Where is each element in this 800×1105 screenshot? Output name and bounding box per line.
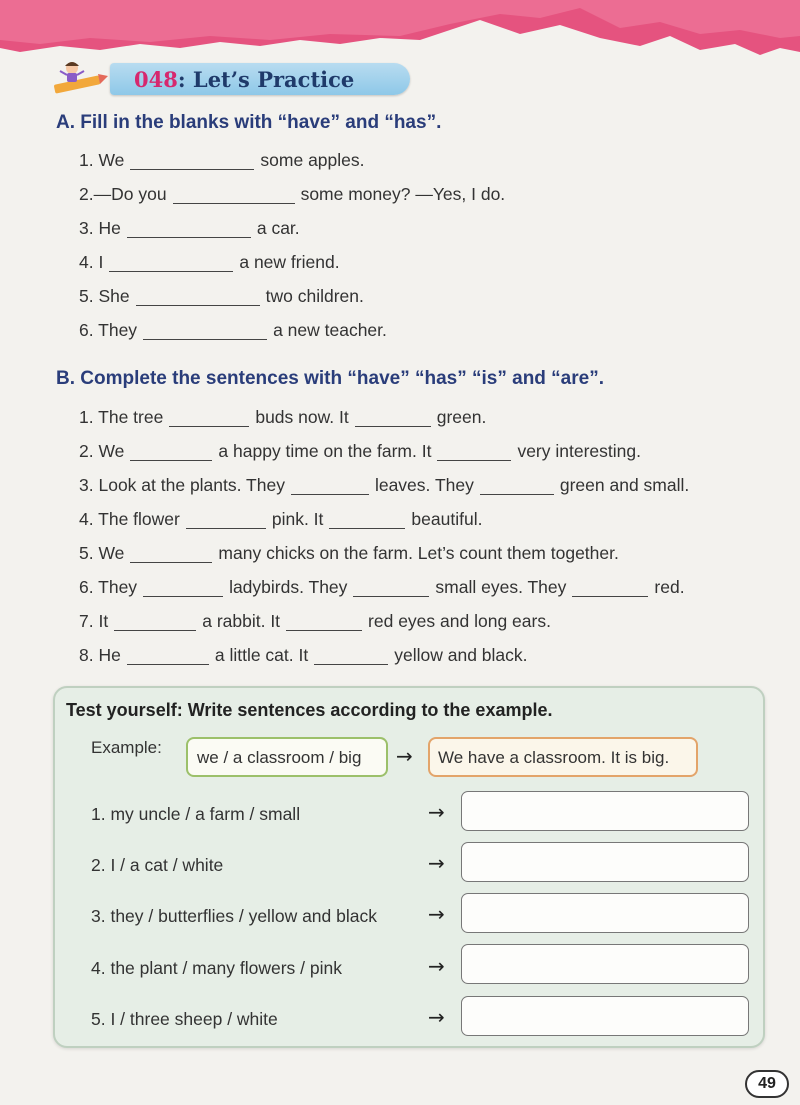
a-item-4: [79, 252, 340, 273]
item-text: The flower: [98, 509, 180, 529]
item-number: 1.: [79, 407, 94, 427]
item-text: yellow and black.: [394, 645, 528, 665]
test-heading: Test yourself: Write sentences according to the example.: [66, 700, 553, 720]
blank[interactable]: [329, 511, 405, 529]
kid-on-pencil-icon: [50, 58, 110, 98]
item-text: The tree: [98, 407, 164, 427]
arrow-right-icon: →: [396, 744, 413, 768]
item-number: 6.: [79, 577, 94, 597]
blank[interactable]: [114, 613, 196, 631]
item-text: very interesting.: [517, 441, 641, 461]
item-number: 3.: [79, 218, 94, 238]
item-number: 2.: [79, 441, 94, 461]
prompt-3: 3. they / butterflies / yellow and black: [91, 906, 377, 926]
section-a-heading: A. Fill in the blanks with “have” and “has”.: [56, 112, 442, 133]
answer-box-2[interactable]: [461, 842, 749, 882]
prompt-2: 2. I / a cat / white: [91, 855, 224, 875]
blank[interactable]: [314, 647, 388, 665]
blank[interactable]: [355, 409, 431, 427]
item-text: a car.: [256, 218, 300, 238]
item-text: She: [98, 286, 130, 306]
example-answer-box: We have a classroom. It is big.: [428, 737, 698, 777]
prompt-4: 4. the plant / many flowers / pink: [91, 958, 342, 978]
item-number: 4.: [79, 252, 94, 272]
page-number: 49: [745, 1070, 789, 1098]
blank[interactable]: [127, 647, 209, 665]
item-text: a little cat. It: [214, 645, 309, 665]
item-text: pink. It: [271, 509, 324, 529]
item-text: green and small.: [559, 475, 690, 495]
item-text: buds now. It: [255, 407, 349, 427]
blank[interactable]: [127, 220, 251, 238]
blank[interactable]: [143, 579, 223, 597]
blank[interactable]: [480, 477, 554, 495]
item-text: many chicks on the farm. Let’s count them together.: [218, 543, 619, 563]
header-band: [0, 0, 800, 60]
blank[interactable]: [353, 579, 429, 597]
item-text: a happy time on the farm. It: [218, 441, 432, 461]
blank[interactable]: [572, 579, 648, 597]
blank[interactable]: [143, 322, 267, 340]
blank[interactable]: [136, 288, 260, 306]
lesson-title: Let’s Practice: [192, 67, 355, 92]
prompt-5: 5. I / three sheep / white: [91, 1009, 278, 1029]
item-text: a new friend.: [239, 252, 340, 272]
item-text: He: [98, 645, 121, 665]
b-item-5: [79, 543, 619, 564]
b-item-4: [79, 509, 482, 530]
item-text: red.: [654, 577, 685, 597]
arrow-right-icon: →: [428, 800, 445, 824]
a-item-5: [79, 286, 364, 307]
answer-box-4[interactable]: [461, 944, 749, 984]
b-item-3: [79, 475, 689, 496]
item-number: 1.: [79, 150, 94, 170]
blank[interactable]: [130, 152, 254, 170]
b-item-6: [79, 577, 685, 598]
blank[interactable]: [130, 443, 212, 461]
title-separator: :: [177, 67, 186, 92]
arrow-right-icon: →: [428, 954, 445, 978]
arrow-right-icon: →: [428, 851, 445, 875]
item-text: We: [98, 441, 125, 461]
section-b-heading: B. Complete the sentences with “have” “has” “is” and “are”.: [56, 368, 604, 389]
blank[interactable]: [130, 545, 212, 563]
item-number: 7.: [79, 611, 94, 631]
item-text: small eyes. They: [435, 577, 567, 597]
a-item-1: [79, 150, 365, 171]
item-text: two children.: [265, 286, 364, 306]
blank[interactable]: [109, 254, 233, 272]
item-text: beautiful.: [411, 509, 483, 529]
answer-box-3[interactable]: [461, 893, 749, 933]
item-text: some apples.: [260, 150, 365, 170]
item-text: They: [98, 577, 138, 597]
item-text: It: [98, 611, 109, 631]
item-number: 3.: [79, 475, 94, 495]
a-item-6: [79, 320, 387, 341]
item-text: ladybirds. They: [229, 577, 348, 597]
blank[interactable]: [291, 477, 369, 495]
lesson-number: 048: [134, 67, 178, 92]
item-text: We: [98, 150, 125, 170]
blank[interactable]: [173, 186, 295, 204]
item-text: red eyes and long ears.: [368, 611, 551, 631]
item-text: a rabbit. It: [202, 611, 281, 631]
blank[interactable]: [169, 409, 249, 427]
item-number: 2.: [79, 184, 94, 204]
b-item-7: [79, 611, 551, 632]
example-cue-box: we / a classroom / big: [186, 737, 388, 777]
item-text: I: [98, 252, 104, 272]
page-title: [134, 67, 354, 92]
item-text: He: [98, 218, 121, 238]
item-text: We: [98, 543, 125, 563]
item-text: leaves. They: [374, 475, 474, 495]
a-item-3: [79, 218, 300, 239]
blank[interactable]: [286, 613, 362, 631]
item-text: They: [98, 320, 138, 340]
item-number: 6.: [79, 320, 94, 340]
item-number: 5.: [79, 543, 94, 563]
b-item-1: [79, 407, 486, 428]
item-number: 4.: [79, 509, 94, 529]
item-number: 8.: [79, 645, 94, 665]
arrow-right-icon: →: [428, 1005, 445, 1029]
blank[interactable]: [186, 511, 266, 529]
item-text: —Do you: [93, 184, 167, 204]
lesson-header: [50, 58, 420, 98]
b-item-2: [79, 441, 641, 462]
prompt-1: 1. my uncle / a farm / small: [91, 804, 301, 824]
item-text: some money? —Yes, I do.: [300, 184, 506, 204]
item-text: a new teacher.: [273, 320, 387, 340]
answer-box-1[interactable]: [461, 791, 749, 831]
item-number: 5.: [79, 286, 94, 306]
b-item-8: [79, 645, 528, 666]
item-text: green.: [436, 407, 487, 427]
answer-box-5[interactable]: [461, 996, 749, 1036]
blank[interactable]: [437, 443, 511, 461]
item-text: Look at the plants. They: [98, 475, 285, 495]
a-item-2: [79, 184, 505, 205]
arrow-right-icon: →: [428, 902, 445, 926]
example-label: Example:: [91, 738, 162, 757]
